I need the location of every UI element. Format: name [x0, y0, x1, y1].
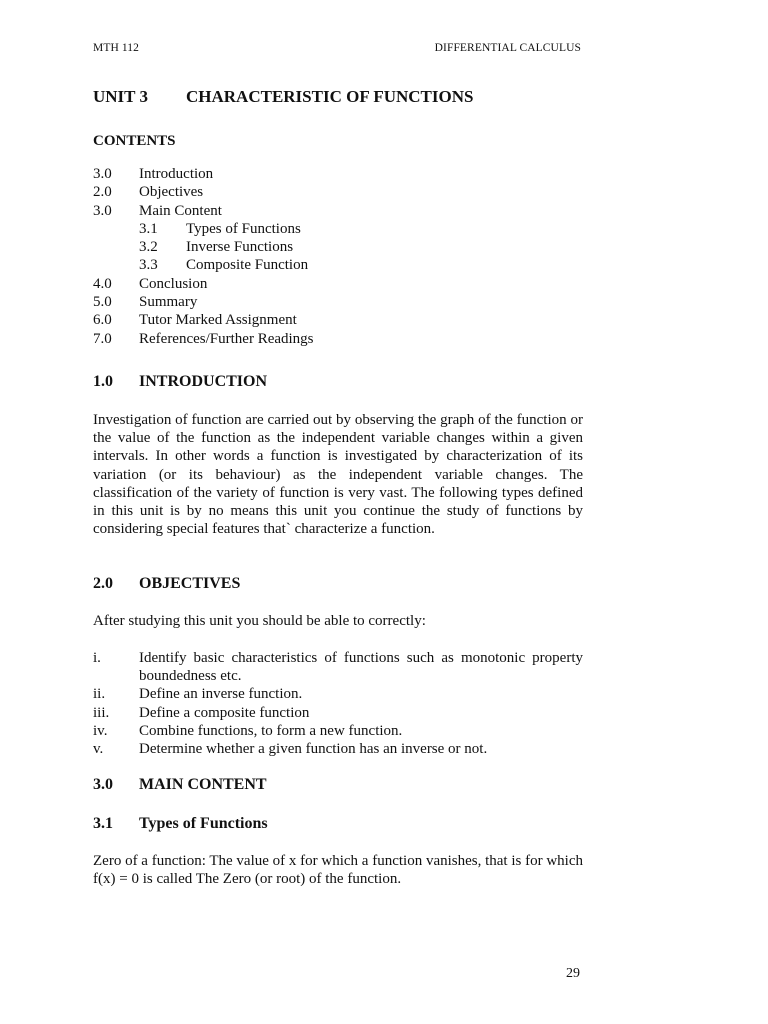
toc-item-label: Main Content	[139, 202, 222, 219]
toc-item-label: Composite Function	[186, 257, 309, 274]
objective-number: i.	[93, 650, 101, 666]
section-heading-main-content	[93, 776, 267, 794]
toc-item	[93, 275, 593, 293]
section-number: 3.0	[93, 776, 113, 793]
toc-item	[93, 311, 593, 329]
objective-item	[93, 740, 583, 758]
toc-item-number: 3.1	[139, 220, 158, 237]
page-number: 29	[566, 966, 580, 981]
section-title: Types of Functions	[139, 815, 268, 832]
toc-item	[93, 330, 593, 348]
toc-item-label: Inverse Functions	[186, 239, 294, 256]
section-number: 1.0	[93, 373, 113, 390]
objective-text: Identify basic characteristics of functions such as monotonic property boundedness etc.	[139, 650, 583, 685]
toc-item-number: 3.0	[93, 202, 112, 219]
section-number: 3.1	[93, 815, 113, 832]
objective-text: Define a composite function	[139, 704, 310, 721]
toc-item	[93, 165, 593, 183]
toc-item-number: 5.0	[93, 294, 112, 311]
objective-text: Determine whether a given function has an inverse or not.	[139, 741, 488, 758]
toc-subitem	[93, 256, 593, 274]
toc-item-number: 3.0	[93, 166, 112, 182]
toc-item-label: Types of Functions	[186, 220, 301, 237]
objective-item	[93, 649, 583, 685]
contents-heading: CONTENTS	[93, 133, 176, 149]
toc-item-label: Summary	[139, 294, 198, 311]
section-heading-objectives	[93, 575, 240, 593]
toc-item-number: 3.3	[139, 257, 158, 274]
objective-item	[93, 722, 583, 740]
running-header-title: DIFFERENTIAL CALCULUS	[434, 42, 581, 54]
table-of-contents	[93, 165, 593, 348]
toc-item-number: 3.2	[139, 239, 158, 256]
objective-number: iv.	[93, 722, 108, 739]
objective-text: Combine functions, to form a new function.	[139, 722, 403, 739]
objective-number: iii.	[93, 704, 110, 721]
toc-item-number: 7.0	[93, 330, 112, 347]
toc-item-number: 6.0	[93, 312, 112, 329]
types-of-functions-paragraph: Zero of a function: The value of x for which a function vanishes, that is for which f(x) = 0 is called The Zero (or root) of the function.	[93, 853, 583, 888]
unit-number: UNIT 3	[93, 87, 148, 106]
objective-item	[93, 704, 583, 722]
toc-item-label: Conclusion	[139, 275, 208, 292]
toc-item-label: Introduction	[139, 166, 214, 182]
objectives-list	[93, 649, 583, 758]
toc-item	[93, 293, 593, 311]
toc-item-number: 4.0	[93, 275, 112, 292]
objectives-intro: After studying this unit you should be able to correctly:	[93, 613, 426, 629]
toc-item-number: 2.0	[93, 184, 112, 201]
subsection-heading-types-of-functions	[93, 815, 268, 833]
toc-item	[93, 202, 593, 220]
objective-text: Define an inverse function.	[139, 686, 303, 703]
introduction-paragraph: Investigation of function are carried out by observing the graph of the function or the value of the function as the independent variable changes within a given intervals. In other words a function is investigated by characterization of its variation (or its behaviour) as the independent variable changes. The classification of the variety of function is very vast. The following types defined in this unit is by no means this unit you continue the study of functions by considering special features that` characterize a function.	[93, 412, 583, 538]
running-header-course: MTH 112	[93, 42, 139, 54]
objective-item	[93, 685, 583, 703]
section-title: OBJECTIVES	[139, 575, 241, 592]
toc-subitem	[93, 220, 593, 238]
objective-number: v.	[93, 741, 104, 758]
toc-item-label: References/Further Readings	[139, 330, 314, 347]
section-title: INTRODUCTION	[139, 373, 268, 390]
unit-title-text: CHARACTERISTIC OF FUNCTIONS	[186, 87, 474, 106]
section-heading-introduction	[93, 373, 267, 391]
toc-item	[93, 183, 593, 201]
section-title: MAIN CONTENT	[139, 776, 267, 793]
unit-title	[93, 87, 473, 107]
section-number: 2.0	[93, 575, 113, 592]
objective-number: ii.	[93, 686, 106, 703]
toc-subitem	[93, 238, 593, 256]
toc-item-label: Objectives	[139, 184, 204, 201]
toc-item-label: Tutor Marked Assignment	[139, 312, 297, 329]
